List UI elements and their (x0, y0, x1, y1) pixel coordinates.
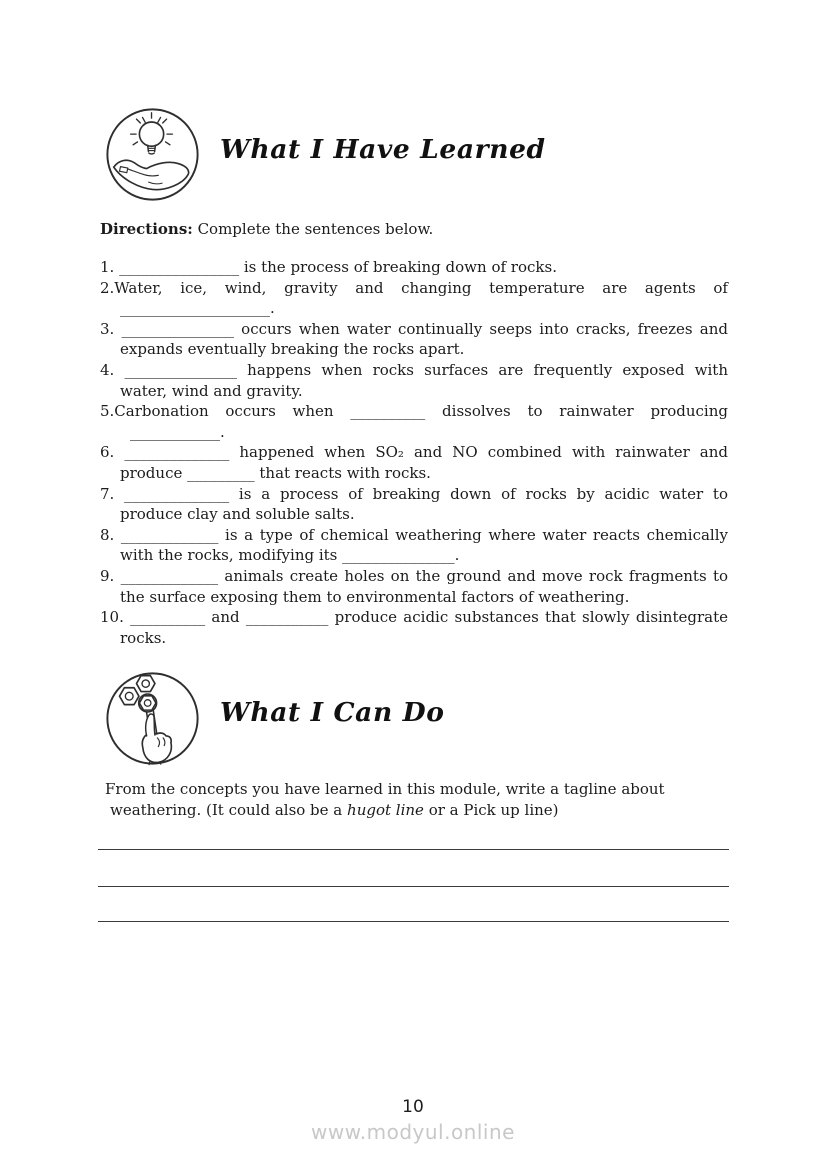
fill-in-the-blank-list (100, 257, 728, 648)
list-item-6-line-1: 6. ______________ happened when SO₂ and NO combined with rainwater and (100, 443, 728, 462)
answer-write-line-2 (98, 886, 729, 887)
activity-prompt (105, 779, 685, 821)
list-item-4-line-1: 4. _______________ happens when rocks surfaces are frequently exposed with (100, 360, 728, 379)
list-item-3-line-1: 3. _______________ occurs when water continually seeps into cracks, freezes and (100, 319, 728, 338)
lightbulb-in-hand-icon (104, 106, 201, 203)
section-title-what-i-have-learned: What I Have Learned (220, 134, 546, 165)
watermark-url: www.modyul.online (311, 1120, 515, 1144)
answer-write-line-3 (98, 921, 729, 922)
prompt-line-1: From the concepts you have learned in this module, write a tagline about (105, 780, 665, 798)
section-title-what-i-can-do: What I Can Do (220, 697, 445, 728)
list-item-10-line-1: 10. __________ and ___________ produce acidic substances that slowly disintegrate (100, 608, 728, 627)
list-item-9-line-2: the surface exposing them to environmental factors of weathering. (120, 587, 630, 606)
prompt-line-2: weathering. (It could also be a hugot line or a Pick up line) (110, 801, 559, 819)
answer-write-line-1 (98, 849, 729, 850)
list-item-4-line-2: water, wind and gravity. (120, 381, 303, 400)
list-item-7-line-1: 7. ______________ is a process of breaking down of rocks by acidic water to (100, 484, 728, 503)
list-item-8-line-2: with the rocks, modifying its _______________. (120, 546, 460, 565)
directions-label: Directions: (100, 220, 193, 238)
list-item-6-line-2: produce _________ that reacts with rocks. (120, 463, 431, 482)
list-item-9-line-1: 9. _____________ animals create holes on the ground and move rock fragments to (100, 566, 728, 585)
page-number: 10 (402, 1097, 424, 1117)
directions-text: Complete the sentences below. (192, 220, 434, 238)
list-item-2-line-2: ____________________. (120, 299, 275, 318)
list-item-5-line-2: ____________. (130, 422, 225, 441)
list-item-10-line-2: rocks. (120, 628, 167, 647)
list-item-1-line-1: 1. ________________ is the process of breaking down of rocks. (100, 258, 557, 276)
prompt-italic-phrase: hugot line (347, 801, 424, 819)
list-item-3-line-2: expands eventually breaking the rocks apart. (120, 340, 465, 359)
hand-holding-wrench-icon (104, 670, 201, 767)
directions (100, 220, 728, 238)
list-item-5-line-1: 5.Carbonation occurs when __________ dissolves to rainwater producing (100, 402, 728, 421)
list-item-7-line-2: produce clay and soluble salts. (120, 505, 355, 524)
list-item-2-line-1: 2.Water, ice, wind, gravity and changing temperature are agents of (100, 278, 728, 297)
list-item-8-line-1: 8. _____________ is a type of chemical weathering where water reacts chemically (100, 525, 728, 544)
